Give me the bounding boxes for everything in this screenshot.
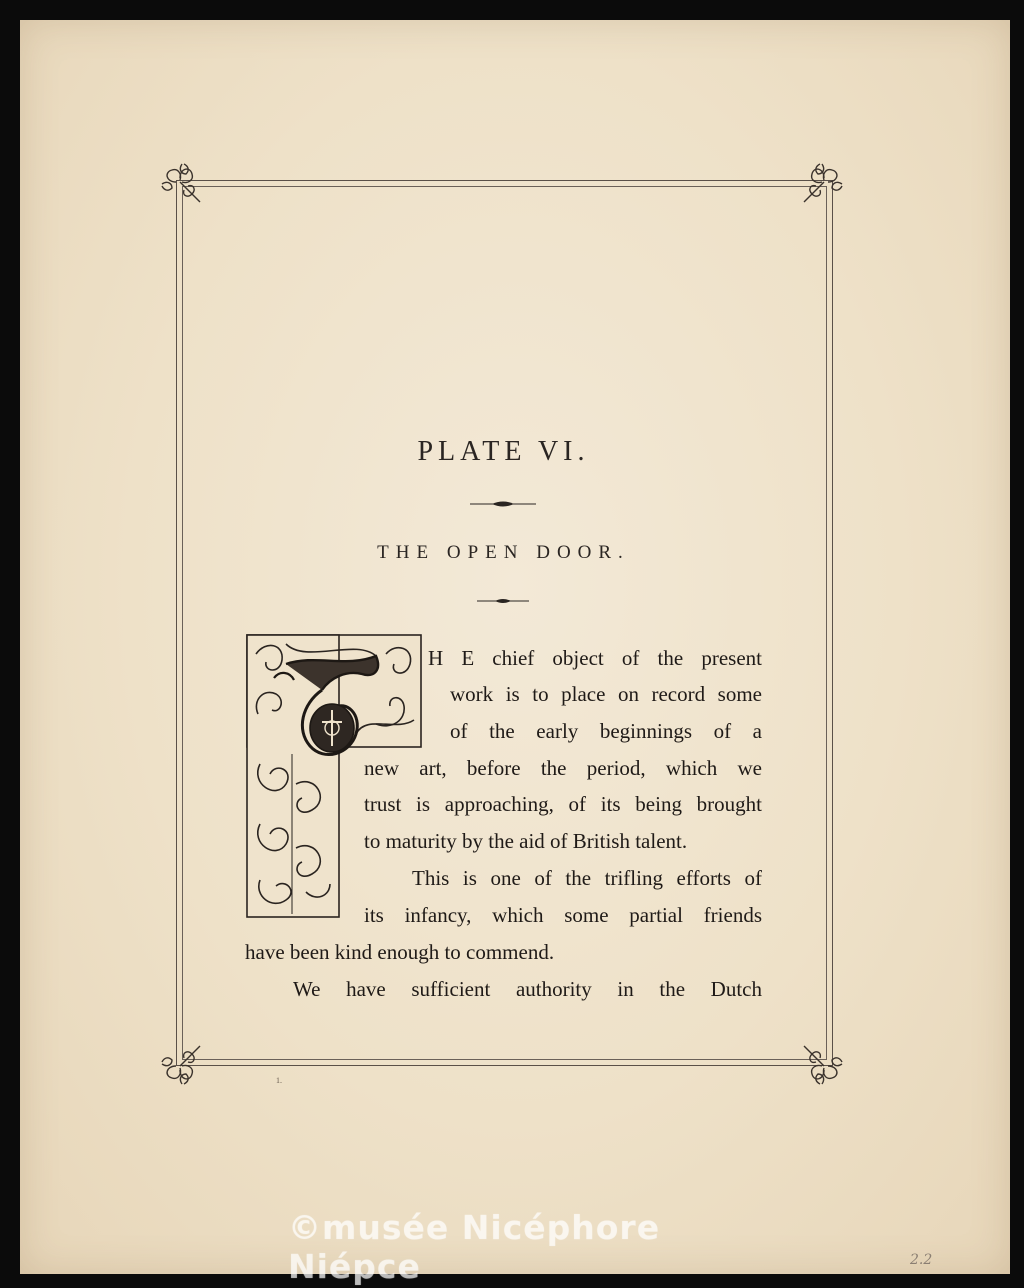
body-text-line: H E chief object of the present	[428, 646, 762, 670]
page-frame-inner	[182, 186, 827, 1060]
body-text-line: of the early beginnings of a	[450, 719, 762, 743]
corner-ornament-icon	[160, 162, 206, 208]
corner-ornament-icon	[160, 1040, 206, 1086]
plate-subtitle: THE OPEN DOOR.	[377, 542, 630, 563]
corner-ornament-icon	[798, 162, 844, 208]
body-text-line: We have sufficient authority in the Dutch	[293, 977, 762, 1001]
ornamental-rule-icon	[470, 498, 536, 510]
body-text-line: This is one of the trifling efforts of	[412, 866, 762, 890]
body-text-line: to maturity by the aid of British talent.	[364, 829, 688, 853]
plate-title: PLATE VI.	[417, 436, 590, 467]
museum-watermark: ©musée Nicéphore Niépce	[288, 1208, 661, 1286]
body-text-line: have been kind enough to commend.	[245, 940, 555, 964]
body-text-line: new art, before the period, which we	[364, 756, 762, 780]
corner-ornament-icon	[798, 1040, 844, 1086]
body-text-line: its infancy, which some partial friends	[364, 903, 762, 927]
body-text-line: work is to place on record some	[450, 682, 762, 706]
body-text-line: trust is approaching, of its being brought	[364, 792, 762, 816]
pencil-note: 2.2	[910, 1252, 933, 1268]
page-signature-mark: 1.	[276, 1076, 282, 1085]
ornamental-rule-icon	[477, 596, 529, 606]
